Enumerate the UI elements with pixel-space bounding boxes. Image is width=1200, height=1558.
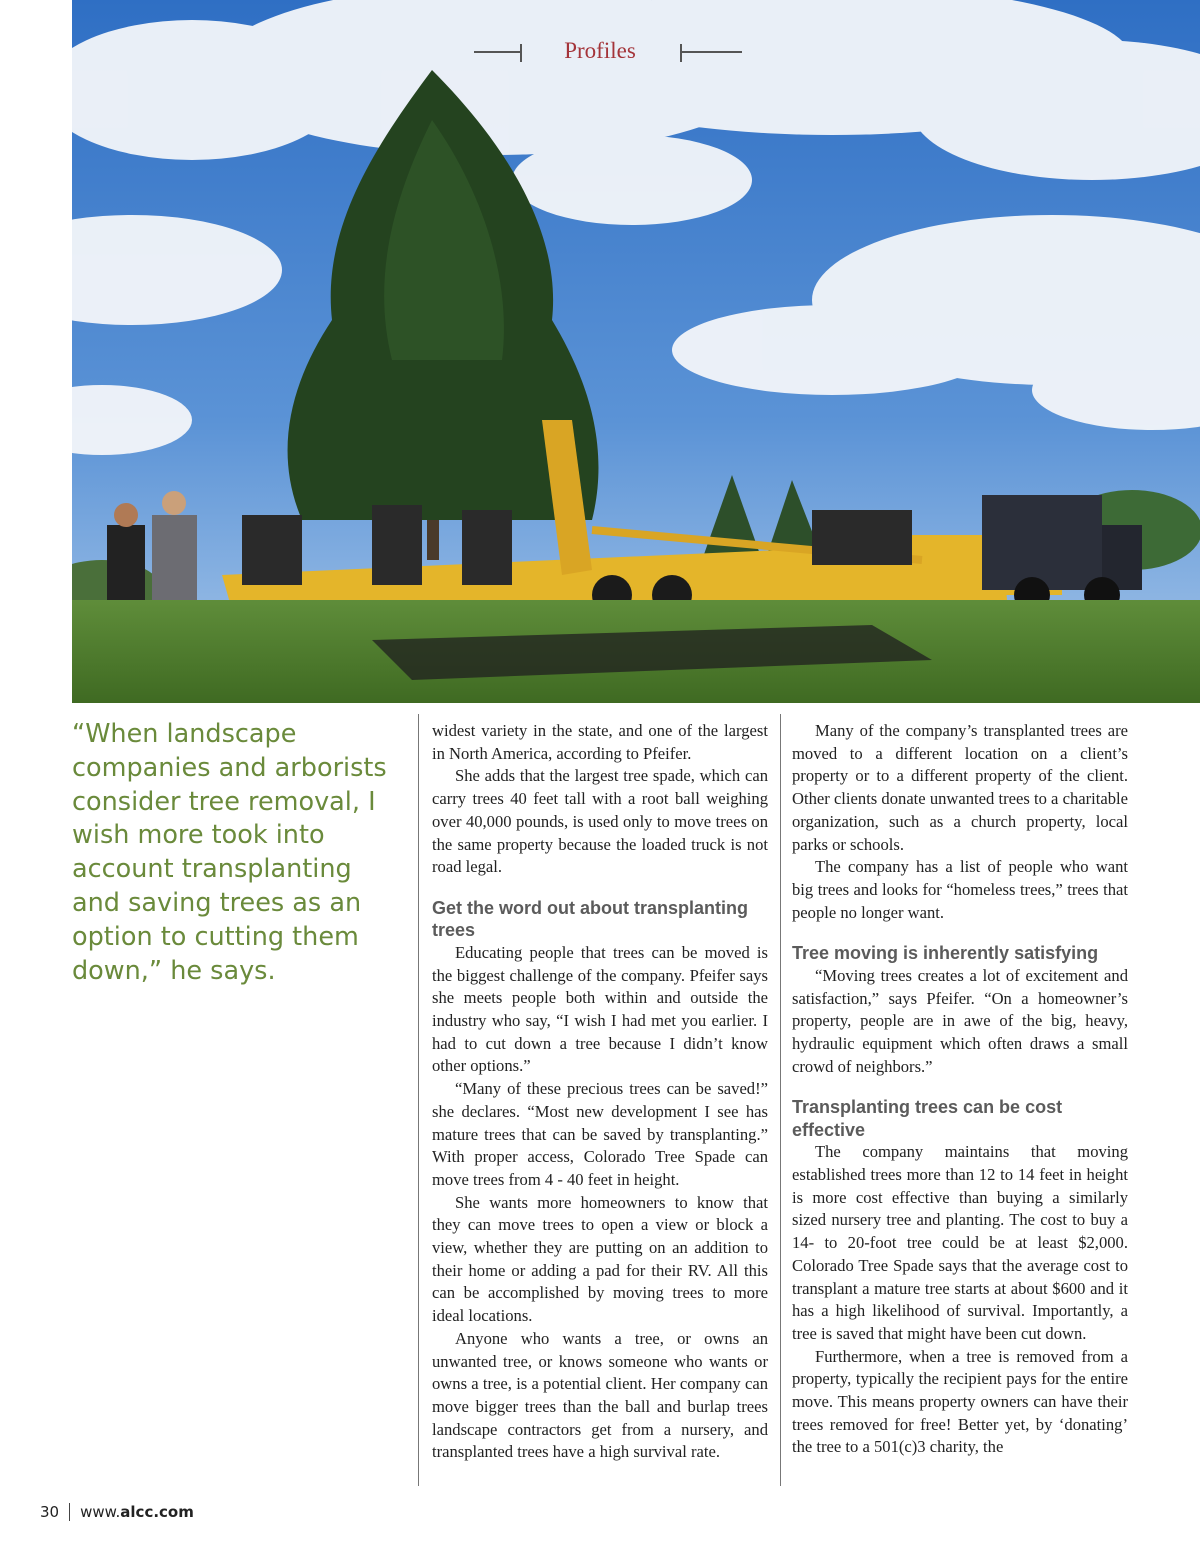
column-divider-right — [780, 714, 781, 1486]
section-label: Profiles — [564, 38, 636, 63]
footer-separator — [69, 1503, 70, 1521]
subheading: Transplanting trees can be cost effective — [792, 1097, 1063, 1140]
pull-quote: “When landscape companies and arborists consider tree removal, I wish more took into account transplanting and saving trees as an option to cutting them down,” he says. — [72, 719, 387, 986]
website-link[interactable] — [80, 1503, 194, 1521]
paragraph: The company has a list of people who want big trees and looks for “homeless trees,” trees that people no longer want. — [792, 857, 1128, 922]
section-tag — [470, 36, 744, 70]
section-rule-left — [474, 51, 522, 53]
paragraph: Many of the company’s transplanted trees are moved to a different location on a client’s property or to a different property of the client. Other clients donate unwanted trees to a charitable organization, such as a church property, local parks or schools. — [792, 721, 1128, 854]
paragraph: The company maintains that moving established trees more than 12 to 14 feet in height is more cost effective than buying a similarly sized nursery tree and planting. The cost to buy a 14- to 20-foot tree could be at least $2,000. Colorado Tree Spade says that the average cost to transplant a mature tree starts at about $600 and it has a high likelihood of survival. Importantly, a tree is saved that might have been cut down. — [792, 1142, 1128, 1343]
paragraph: She adds that the largest tree spade, which can carry trees 40 feet tall with a root ball weighing over 40,000 pounds, is used only to move trees on the same property because the loaded truck is not road legal. — [432, 766, 768, 877]
article-column-1 — [432, 720, 768, 1464]
page-footer — [40, 1503, 194, 1521]
paragraph: She wants more homeowners to know that they can move trees to open a view or block a view, whether they are putting on an addition to their home or adding a pad for their RV. All this can be accomplished by moving trees to more ideal locations. — [432, 1192, 768, 1326]
paragraph: Furthermore, when a tree is removed from a property, typically the recipient pays for the entire move. This means property owners can have their trees removed for free! Better yet, by ‘donating’ the tree to a 501(c)3 charity, the — [792, 1346, 1128, 1457]
article-column-2 — [792, 720, 1128, 1459]
column-divider-left — [418, 714, 419, 1486]
paragraph: widest variety in the state, and one of the largest in North America, according to Pfeifer. — [432, 721, 768, 763]
paragraph: Anyone who wants a tree, or owns an unwanted tree, or knows someone who wants or owns a tree, is a potential client. Her company can move bigger trees than the ball and burlap trees landscape contractors get from a nursery, and transplanted trees have a high survival rate. — [432, 1328, 768, 1462]
subheading: Get the word out about transplanting trees — [432, 897, 748, 941]
page-number: 30 — [40, 1503, 60, 1521]
paragraph: Educating people that trees can be moved is the biggest challenge of the company. Pfeifer says she meets people both within and outside the industry who say, “I wish I had met you earlier. I had to cut down a tree because I didn’t know other options.” — [432, 942, 768, 1076]
section-tick-left — [520, 44, 522, 62]
hero-photo — [72, 0, 1200, 703]
website-prefix: www. — [80, 1503, 121, 1521]
subheading: Tree moving is inherently satisfying — [792, 943, 1099, 964]
website-domain: alcc.com — [120, 1503, 194, 1521]
section-rule-right — [682, 51, 742, 53]
section-tick-right — [680, 44, 682, 62]
paragraph: “Moving trees creates a lot of excitement and satisfaction,” says Pfeifer. “On a homeowner’s property, people are in awe of the big, heavy, hydraulic equipment which often draws a small crowd of neighbors.” — [792, 965, 1128, 1076]
paragraph: “Many of these precious trees can be saved!” she declares. “Most new development I see has mature trees that can be saved by transplanting.” With proper access, Colorado Tree Spade can move trees from 4 - 40 feet in height. — [432, 1079, 768, 1189]
tree-spade-photo — [72, 0, 1200, 703]
